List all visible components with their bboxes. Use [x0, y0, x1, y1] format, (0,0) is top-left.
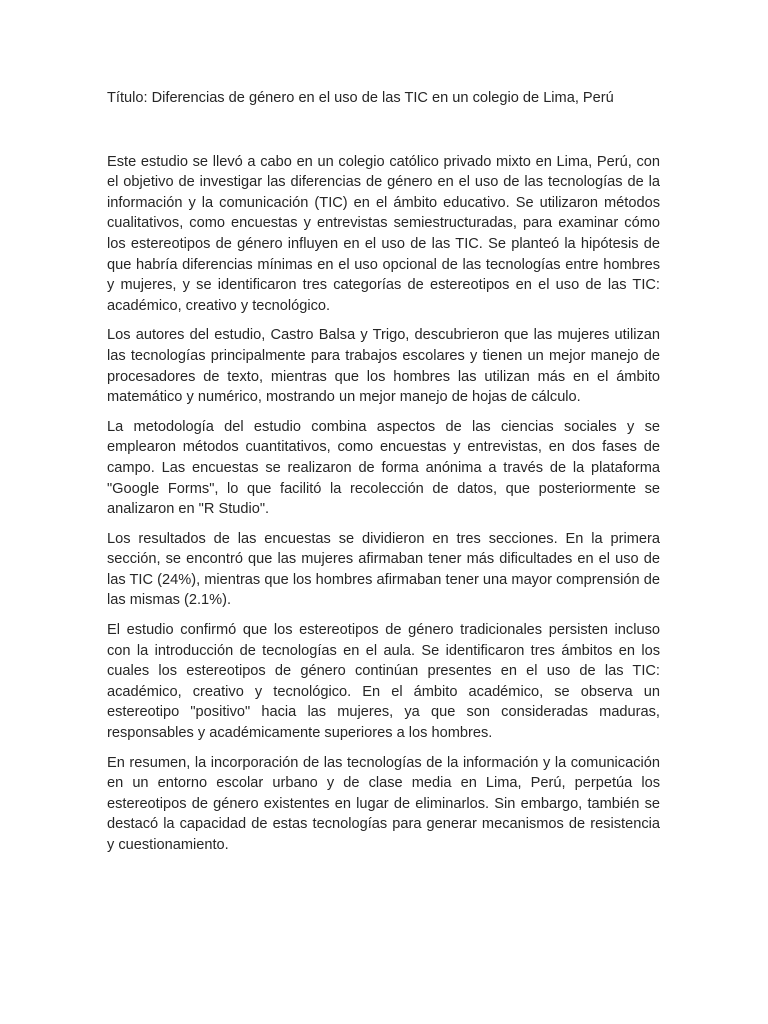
paragraph-4: Los resultados de las encuestas se dividieron en tres secciones. En la primera sección, se encontró que las mujeres afirmaban tener más dificultades en el uso de las TIC (24%), mientras que los hombres afirmaban tener una mayor comprensión de las mismas (2.1%). [107, 530, 660, 609]
document-title: Título: Diferencias de género en el uso de las TIC en un colegio de Lima, Perú [107, 90, 614, 106]
paragraph-5: El estudio confirmó que los estereotipos de género tradicionales persisten incluso con la introducción de tecnologías en el aula. Se identificaron tres ámbitos en los cuales los estereotipos de género continúan presentes en el uso de las TIC: académico, creativo y tecnológico. En el ámbito académico, se observa un estereotipo "positivo" hacia las mujeres, ya que son consideradas maduras, responsables y académicamente superiores a los hombres. [107, 622, 660, 742]
document-page [107, 88, 660, 865]
paragraph-3: La metodología del estudio combina aspectos de las ciencias sociales y se emplearon métodos cuantitativos, como encuestas y entrevistas, en dos fases de campo. Las encuestas se realizaron de forma anónima a través de la plataforma "Google Forms", lo que facilitó la recolección de datos, que posteriormente se analizaron en "R Studio". [107, 418, 660, 518]
paragraph-2: Los autores del estudio, Castro Balsa y Trigo, descubrieron que las mujeres utilizan las tecnologías principalmente para trabajos escolares y tienen un mejor manejo de procesadores de texto, mientras que los hombres las utilizan más en el ámbito matemático y numérico, mostrando un mejor manejo de hojas de cálculo. [107, 327, 660, 406]
paragraph-6: En resumen, la incorporación de las tecnologías de la información y la comunicación en un entorno escolar urbano y de clase media en Lima, Perú, perpetúa los estereotipos de género existentes en lugar de eliminarlos. Sin embargo, también se destacó la capacidad de estas tecnologías para generar mecanismos de resistencia y cuestionamiento. [107, 754, 660, 853]
paragraph-1: Este estudio se llevó a cabo en un colegio católico privado mixto en Lima, Perú, con el objetivo de investigar las diferencias de género en el uso de las tecnologías de la información y la comunicación (TIC) en el ámbito educativo. Se utilizaron métodos cualitativos, como encuestas y entrevistas semiestructuradas, para examinar cómo los estereotipos de género influyen en el uso de las TIC. Se planteó la hipótesis de que habría diferencias mínimas en el uso opcional de las tecnologías entre hombres y mujeres, y se identificaron tres categorías de estereotipos en el uso de las TIC: académico, creativo y tecnológico. [107, 153, 660, 314]
